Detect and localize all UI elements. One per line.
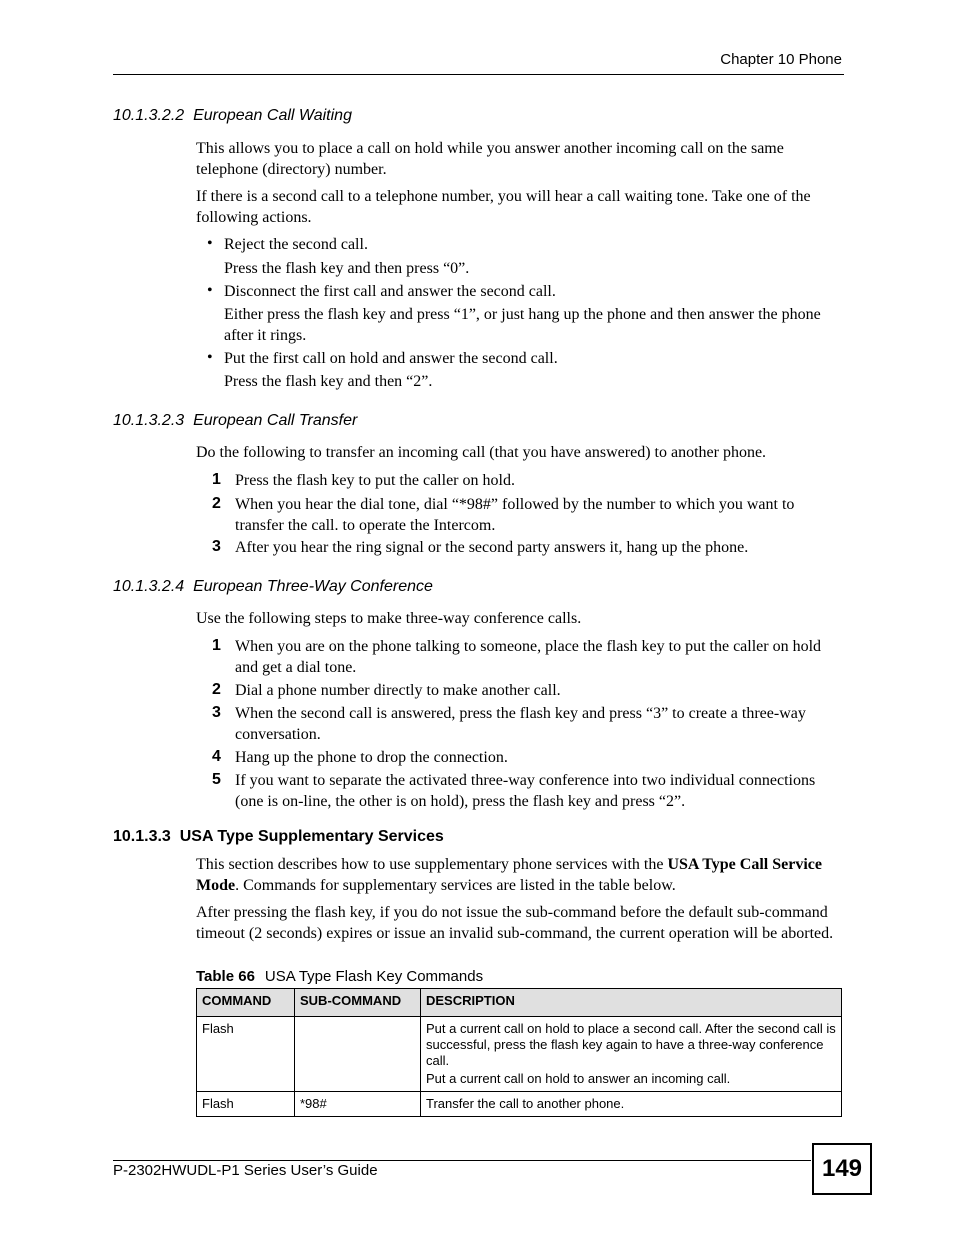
step-text: Dial a phone number directly to make another call. [235, 682, 561, 699]
step-number: 5 [212, 771, 221, 788]
table-cell-subcommand [295, 1017, 421, 1092]
bullet-item: Reject the second call. [224, 236, 368, 253]
table-caption [196, 968, 483, 985]
step-number: 3 [212, 704, 221, 721]
heading-number: 10.1.3.2.2 [113, 107, 185, 124]
step-number: 1 [212, 637, 221, 654]
heading-title: European Call Transfer [193, 412, 358, 429]
heading-usa-type-supplementary-services [113, 828, 444, 846]
paragraph-bold-text: USA Type Call Service Mode [196, 856, 822, 894]
chapter-header: Chapter 10 Phone [720, 51, 842, 68]
column-header: DESCRIPTION [421, 989, 842, 1017]
step-text: When you hear the dial tone, dial “*98#” followed by the number to which you want to transfer the call. to operate the Intercom. [235, 496, 795, 534]
bullet-icon: • [207, 235, 213, 252]
table-label: Table 66 [196, 968, 255, 985]
table-row [197, 1092, 842, 1117]
step-number: 3 [212, 538, 221, 555]
table-cell-description [421, 1092, 842, 1117]
bullet-item: Put the first call on hold and answer the second call. [224, 350, 558, 367]
heading-title: European Call Waiting [193, 107, 352, 124]
bullet-item: Disconnect the first call and answer the second call. [224, 283, 556, 300]
description-text: Put a current call on hold to answer an incoming call. [426, 1071, 731, 1086]
description-text: Put a current call on hold to place a second call. After the second call is successful, press the flash key again to have a three-way conference call. [426, 1021, 836, 1068]
table-row [197, 1017, 842, 1092]
column-header: SUB-COMMAND [295, 989, 421, 1017]
paragraph: If there is a second call to a telephone number, you will hear a call waiting tone. Take one of the following actions. [196, 188, 811, 226]
paragraph-text: This section describes how to use supplementary phone services with the [196, 856, 668, 873]
step-number: 2 [212, 681, 221, 698]
table-cell-command: Flash [197, 1017, 295, 1092]
header-rule [113, 74, 844, 75]
paragraph: Use the following steps to make three-way conference calls. [196, 610, 582, 627]
table-cell-description [421, 1017, 842, 1092]
step-number: 4 [212, 748, 221, 765]
footer-rule [113, 1160, 811, 1161]
column-header: COMMAND [197, 989, 295, 1017]
flash-key-commands-table [196, 988, 842, 1117]
step-text: After you hear the ring signal or the second party answers it, hang up the phone. [235, 539, 749, 556]
bullet-subtext: Press the flash key and then press “0”. [224, 260, 470, 277]
footer-guide-title: P-2302HWUDL-P1 Series User’s Guide [113, 1162, 378, 1179]
heading-number: 10.1.3.2.4 [113, 578, 185, 595]
heading-european-call-waiting [113, 107, 352, 125]
step-text: When you are on the phone talking to someone, place the flash key to put the caller on hold and get a dial tone. [235, 638, 822, 676]
step-text: Hang up the phone to drop the connection. [235, 749, 508, 766]
heading-title: USA Type Supplementary Services [179, 828, 444, 845]
page-number: 149 [812, 1143, 872, 1195]
heading-european-call-transfer [113, 412, 357, 430]
paragraph: This allows you to place a call on hold while you answer another incoming call on the same telephone (directory) number. [196, 140, 784, 178]
step-number: 2 [212, 495, 221, 512]
step-text: Press the flash key to put the caller on hold. [235, 472, 515, 489]
table-cell-subcommand: *98# [295, 1092, 421, 1117]
bullet-subtext: Either press the flash key and press “1”, or just hang up the phone and then answer the phone after it rings. [224, 306, 821, 344]
step-text: If you want to separate the activated three-way conference into two individual connections (one is on-line, the other is on hold), press the flash key and press “2”. [235, 772, 816, 810]
description-text: Transfer the call to another phone. [426, 1096, 625, 1111]
bullet-icon: • [207, 282, 213, 299]
paragraph: After pressing the flash key, if you do not issue the sub-command before the default sub-command timeout (2 seconds) expires or issue an invalid sub-command, the current operation will be aborted. [196, 904, 834, 942]
table-cell-command: Flash [197, 1092, 295, 1117]
bullet-icon: • [207, 349, 213, 366]
bullet-subtext: Press the flash key and then “2”. [224, 373, 433, 390]
heading-number: 10.1.3.3 [113, 828, 171, 845]
paragraph: Do the following to transfer an incoming call (that you have answered) to another phone. [196, 444, 767, 461]
table-header-row [197, 989, 842, 1017]
step-text: When the second call is answered, press the flash key and press “3” to create a three-way conversation. [235, 705, 806, 743]
heading-european-three-way-conference [113, 578, 433, 596]
table-caption-text: USA Type Flash Key Commands [264, 968, 484, 985]
paragraph-text: . Commands for supplementary services are listed in the table below. [235, 876, 676, 894]
heading-title: European Three-Way Conference [193, 578, 433, 595]
paragraph [196, 855, 844, 896]
heading-number: 10.1.3.2.3 [113, 412, 185, 429]
step-number: 1 [212, 471, 221, 488]
